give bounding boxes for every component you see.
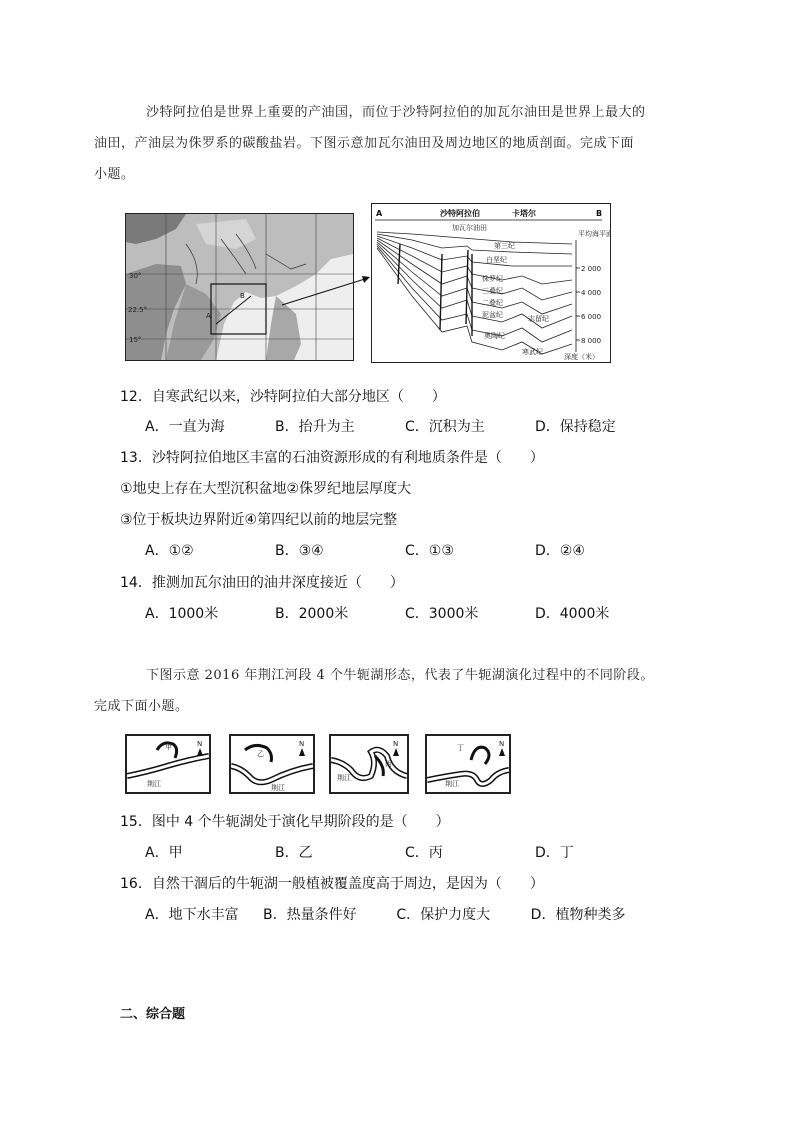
option-a[interactable]: A．甲: [145, 845, 183, 861]
option-d[interactable]: D．植物种类多: [530, 907, 626, 923]
oxbow-panel-bing: [329, 734, 409, 794]
connector-arrow: [280, 270, 375, 310]
lake-label: 丁: [457, 744, 464, 752]
question-16-stem: 16．自然干涸后的牛轭湖一般植被覆盖度高于周边，是因为（ ）: [120, 876, 544, 892]
north-arrow-icon: [299, 748, 305, 756]
saudi-label: 沙特阿拉伯: [440, 209, 480, 218]
geologic-cross-section: [371, 203, 611, 363]
question-13-conditions-1: ①地史上存在大型沉积盆地②侏罗纪地层厚度大: [120, 481, 412, 497]
option-a[interactable]: A．1000米: [145, 606, 219, 622]
option-d[interactable]: D．保持稳定: [535, 419, 616, 435]
ghawar-label: 加瓦尔油田: [452, 224, 487, 232]
lake-label: 乙: [257, 750, 264, 758]
lat-label: 30°: [129, 272, 142, 280]
option-c[interactable]: C．丙: [405, 845, 443, 861]
intro-line: 油田，产油层为侏罗系的碳酸盐岩。下图示意加瓦尔油田及周边地区的地质剖面。完成下面: [94, 136, 635, 151]
north-label: N: [299, 740, 305, 748]
sealevel-label: 平均海平面: [578, 230, 610, 238]
layer-label: 寒武纪: [522, 348, 543, 356]
layer-label: 第三纪: [494, 242, 515, 250]
lake-label: 丙: [385, 760, 392, 768]
oxbow-panel-yi: [229, 734, 315, 794]
lake-label: 甲: [165, 743, 172, 751]
depth-unit: 深度（米）: [564, 353, 599, 361]
option-d[interactable]: D．丁: [535, 845, 574, 861]
river-label: 荆江: [147, 780, 161, 788]
river-label: 荆江: [337, 774, 351, 782]
depth-tick: 6 000: [581, 313, 602, 321]
section-label-b: B: [596, 209, 603, 218]
qatar-label: 卡塔尔: [512, 209, 536, 218]
option-a[interactable]: A．①②: [145, 543, 194, 559]
depth-tick: 2 000: [581, 265, 602, 273]
question-15-options: [145, 842, 665, 862]
oxbow-panel-ding: [425, 734, 511, 794]
intro-line: 完成下面小题。: [94, 699, 189, 714]
depth-tick: 8 000: [581, 337, 602, 345]
intro-line: 小题。: [94, 167, 135, 182]
north-label: N: [197, 740, 203, 748]
intro-paragraph-1: [94, 97, 680, 190]
north-arrow-icon: [393, 748, 399, 756]
oxbow-panel-jia: [125, 734, 211, 794]
layer-label: 三叠纪: [482, 287, 503, 295]
lat-label: 22.5°: [128, 306, 148, 314]
option-c[interactable]: C．①③: [405, 543, 454, 559]
north-label: N: [499, 740, 505, 748]
layer-label: 奥陶纪: [484, 332, 505, 340]
option-b[interactable]: B．③④: [275, 543, 324, 559]
river-label: 荆江: [271, 784, 285, 792]
north-arrow-icon: [197, 748, 203, 756]
question-12-options: [145, 416, 665, 436]
option-b[interactable]: B．热量条件好: [263, 907, 357, 923]
option-d[interactable]: D．②④: [535, 543, 585, 559]
option-d[interactable]: D．4000米: [535, 606, 610, 622]
option-c[interactable]: C．3000米: [405, 606, 479, 622]
depth-tick: 4 000: [581, 289, 602, 297]
option-b[interactable]: B．乙: [275, 845, 313, 861]
option-b[interactable]: B．抬升为主: [275, 419, 355, 435]
layer-label: 志留纪: [528, 315, 549, 323]
north-label: N: [393, 740, 399, 748]
intro-paragraph-2: [94, 660, 680, 722]
option-c[interactable]: C．沉积为主: [405, 419, 485, 435]
section-label-a: A: [376, 209, 383, 218]
layer-label: 白垩纪: [486, 256, 507, 264]
option-c[interactable]: C．保护力度大: [396, 907, 491, 923]
intro-line: 下图示意 2016 年荆江河段 4 个牛轭湖形态，代表了牛轭湖演化过程中的不同阶段。: [146, 668, 654, 683]
option-b[interactable]: B．2000米: [275, 606, 349, 622]
option-a[interactable]: A．地下水丰富: [145, 907, 239, 923]
question-13-options: [145, 540, 665, 560]
question-16-options: [145, 904, 665, 924]
river-label: 荆江: [445, 780, 459, 788]
lat-label: 15°: [129, 336, 142, 344]
question-14-stem: 14．推测加瓦尔油田的油井深度接近（ ）: [120, 575, 404, 591]
section-2-title: 二、综合题: [120, 1007, 186, 1022]
layer-label: 泥盆纪: [482, 311, 503, 319]
question-14-options: [145, 603, 665, 623]
question-12-stem: 12．自寒武纪以来，沙特阿拉伯大部分地区（ ）: [120, 389, 446, 405]
layer-label: 二叠纪: [482, 299, 503, 307]
question-13-conditions-2: ③位于板块边界附近④第四纪以前的地层完整: [120, 512, 398, 528]
intro-line: 沙特阿拉伯是世界上重要的产油国，而位于沙特阿拉伯的加瓦尔油田是世界上最大的: [146, 105, 646, 120]
question-15-stem: 15．图中 4 个牛轭湖处于演化早期阶段的是（ ）: [120, 814, 450, 830]
question-13-stem: 13．沙特阿拉伯地区丰富的石油资源形成的有利地质条件是（ ）: [120, 450, 544, 466]
north-arrow-icon: [499, 748, 505, 756]
layer-label: 侏罗纪: [482, 275, 503, 283]
cross-section-graphic: [372, 204, 610, 362]
option-a[interactable]: A．一直为海: [145, 419, 225, 435]
map-label-a: A: [206, 312, 211, 320]
map-label-b: B: [240, 292, 245, 300]
